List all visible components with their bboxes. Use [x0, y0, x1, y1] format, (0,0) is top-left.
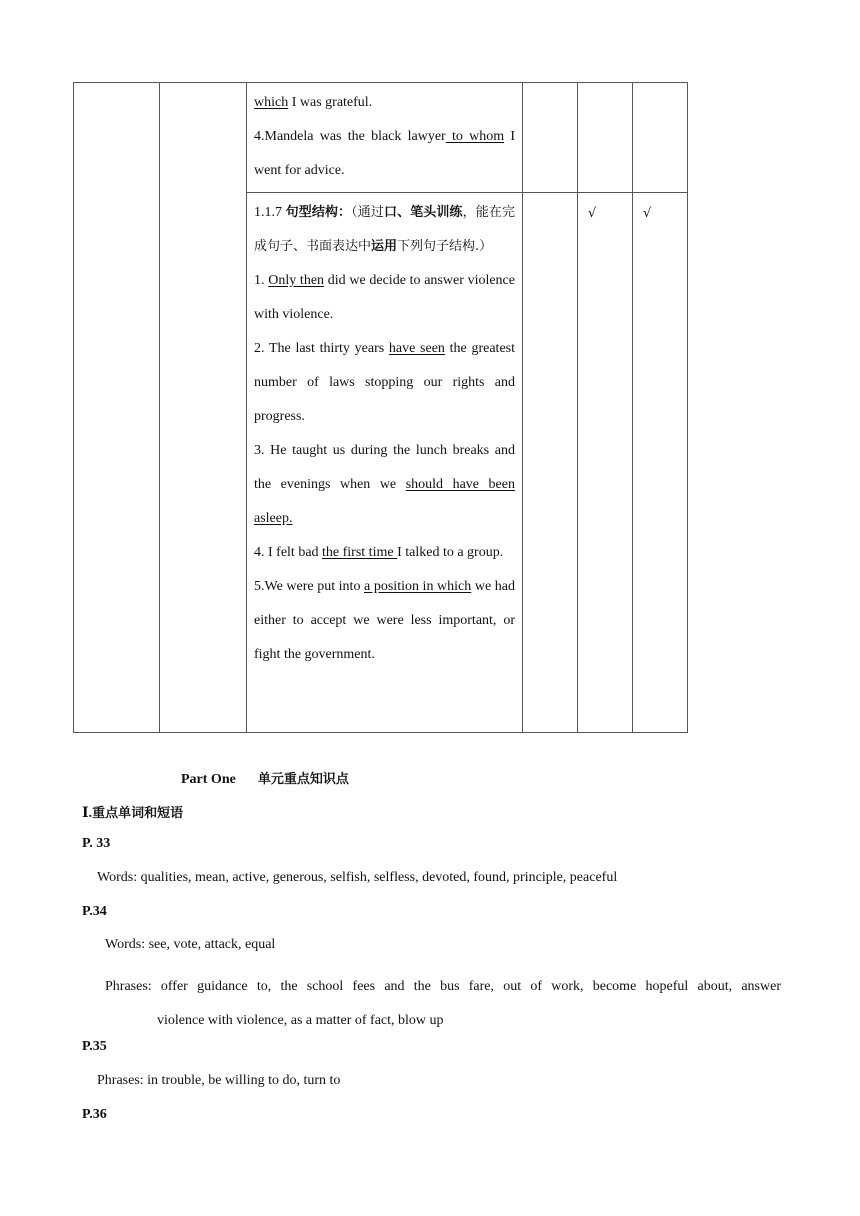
phrases-list: Phrases: offer guidance to, the school fees and the bus fare, out of work, become hopeful about, answer violence with violence, as a matter of fact, blow up — [105, 979, 781, 1028]
table-cell-empty — [523, 193, 578, 733]
underlined-phrase: Only then — [268, 273, 325, 288]
underlined-phrase: should have been asleep. — [254, 477, 515, 526]
table-cell-content — [247, 83, 523, 193]
continued-sentence: which I was grateful. — [254, 95, 373, 110]
curriculum-table — [73, 82, 688, 733]
words-list: Words: see, vote, attack, equal — [105, 937, 276, 952]
example-sentence-4: 4.Mandela was the black lawyer to whom I went for advice. — [254, 129, 516, 178]
check-mark: √ — [643, 206, 652, 221]
sentence-pattern-4: 4. I felt bad the first time I talked to a group. — [254, 545, 504, 560]
table-cell-content — [247, 193, 523, 733]
table-cell-empty — [160, 83, 247, 733]
underlined-phrase: which — [254, 95, 289, 110]
table-cell-empty — [74, 83, 160, 733]
sentence-pattern-5: 5.We were put into a position in which we had either to accept we were less important, or fight the government. — [254, 579, 515, 662]
phrases-list: Phrases: in trouble, be willing to do, turn to — [97, 1073, 341, 1088]
objective-label: 1.1.7 句型结构：（通过口、笔头训练，能在完成句子、书面表达中运用下列句子结构.） — [254, 205, 515, 254]
page-ref-35: P.35 — [82, 1039, 107, 1054]
sentence-pattern-1: 1. Only then did we decide to answer violence with violence. — [254, 273, 515, 322]
page-ref-34: P.34 — [82, 904, 107, 919]
underlined-phrase: to whom — [445, 129, 505, 144]
underlined-phrase: a position in which — [364, 579, 472, 594]
words-list: Words: qualities, mean, active, generous, selfish, selfless, devoted, found, principle, peaceful — [97, 870, 618, 885]
table-cell-empty — [523, 83, 578, 193]
section-title: Ⅰ.重点单词和短语 — [82, 806, 184, 821]
sentence-pattern-2: 2. The last thirty years have seen the greatest number of laws stopping our rights and progress. — [254, 341, 516, 424]
page-ref-36: P.36 — [82, 1107, 107, 1122]
part-heading: Part One 单元重点知识点 — [181, 772, 349, 787]
page-ref-33: P. 33 — [82, 836, 111, 851]
underlined-phrase: the first time — [322, 545, 398, 560]
table-cell-empty — [578, 83, 633, 193]
underlined-phrase: have seen — [388, 341, 445, 356]
sentence-pattern-3: 3. He taught us during the lunch breaks and the evenings when we should have been asleep. — [254, 443, 515, 526]
table-cell-check — [578, 193, 633, 733]
table-row — [74, 83, 688, 193]
check-mark: √ — [588, 206, 597, 221]
table-cell-check — [633, 193, 688, 733]
table-cell-empty — [633, 83, 688, 193]
